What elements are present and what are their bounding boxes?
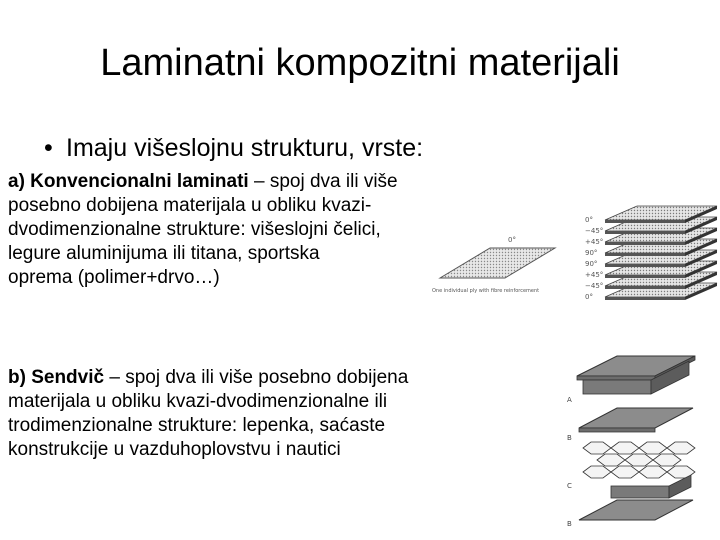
ply-angle-label: +45° (585, 271, 604, 279)
ply-angle-label: +45° (585, 238, 604, 246)
sandwich-label-a: A (567, 396, 572, 404)
section-b-paragraph (8, 366, 528, 462)
ply-angle-label: −45° (585, 227, 604, 235)
ply-angle-label: 90° (585, 249, 598, 257)
sandwich-label-b1: B (567, 434, 572, 442)
ply-angle-label: −45° (585, 282, 604, 290)
sandwich-middle-sheet (579, 408, 693, 428)
single-ply-sheet (440, 248, 555, 278)
ply-angle-label: 0° (585, 293, 593, 301)
section-b-text: – spoj dva ili više posebno dobijena (104, 367, 409, 388)
section-a-label: a) Konvencionalni laminati (8, 171, 249, 192)
bullet-item (44, 134, 423, 163)
single-ply-angle-label: 0° (508, 236, 516, 244)
laminate-stack-illustration (585, 200, 720, 315)
section-b-label: b) Sendvič (8, 367, 105, 388)
section-a-text: oprema (polimer+drvo…) (8, 267, 220, 288)
sandwich-illustration (565, 348, 715, 533)
slide-title: Laminatni kompozitni materijali (100, 42, 620, 84)
section-b-text: materijala u obliku kvazi-dvodimenzionalne ili (8, 391, 388, 412)
section-a-text: legure aluminijuma ili titana, sportska (8, 243, 320, 264)
sandwich-label-c: C (567, 482, 572, 490)
section-a-paragraph (8, 170, 488, 290)
section-a-text: – spoj dva ili više (248, 171, 398, 192)
section-a-text: posebno dobijena materijala u obliku kvazi- (8, 195, 372, 216)
honeycomb-core (583, 442, 695, 478)
single-ply-caption: One individual ply with fibre reinforcement (432, 288, 540, 294)
ply-angle-label: 90° (585, 260, 598, 268)
section-b-text: trodimenzionalne strukture: lepenka, saćaste (8, 415, 386, 436)
section-b-text: konstrukcije u vazduhoplovstvu i nautici (8, 439, 341, 460)
sandwich-bottom-sheet (579, 500, 693, 520)
section-a-text: dvodimenzionalne strukture: višeslojni čelici, (8, 219, 381, 240)
single-ply-illustration (420, 230, 570, 300)
ply-angle-label: 0° (585, 216, 593, 224)
sandwich-core-block (583, 380, 651, 394)
bullet-dot: • (44, 134, 53, 162)
sandwich-label-b2: B (567, 520, 572, 528)
bullet-text: Imaju višeslojnu strukturu, vrste: (66, 134, 424, 162)
